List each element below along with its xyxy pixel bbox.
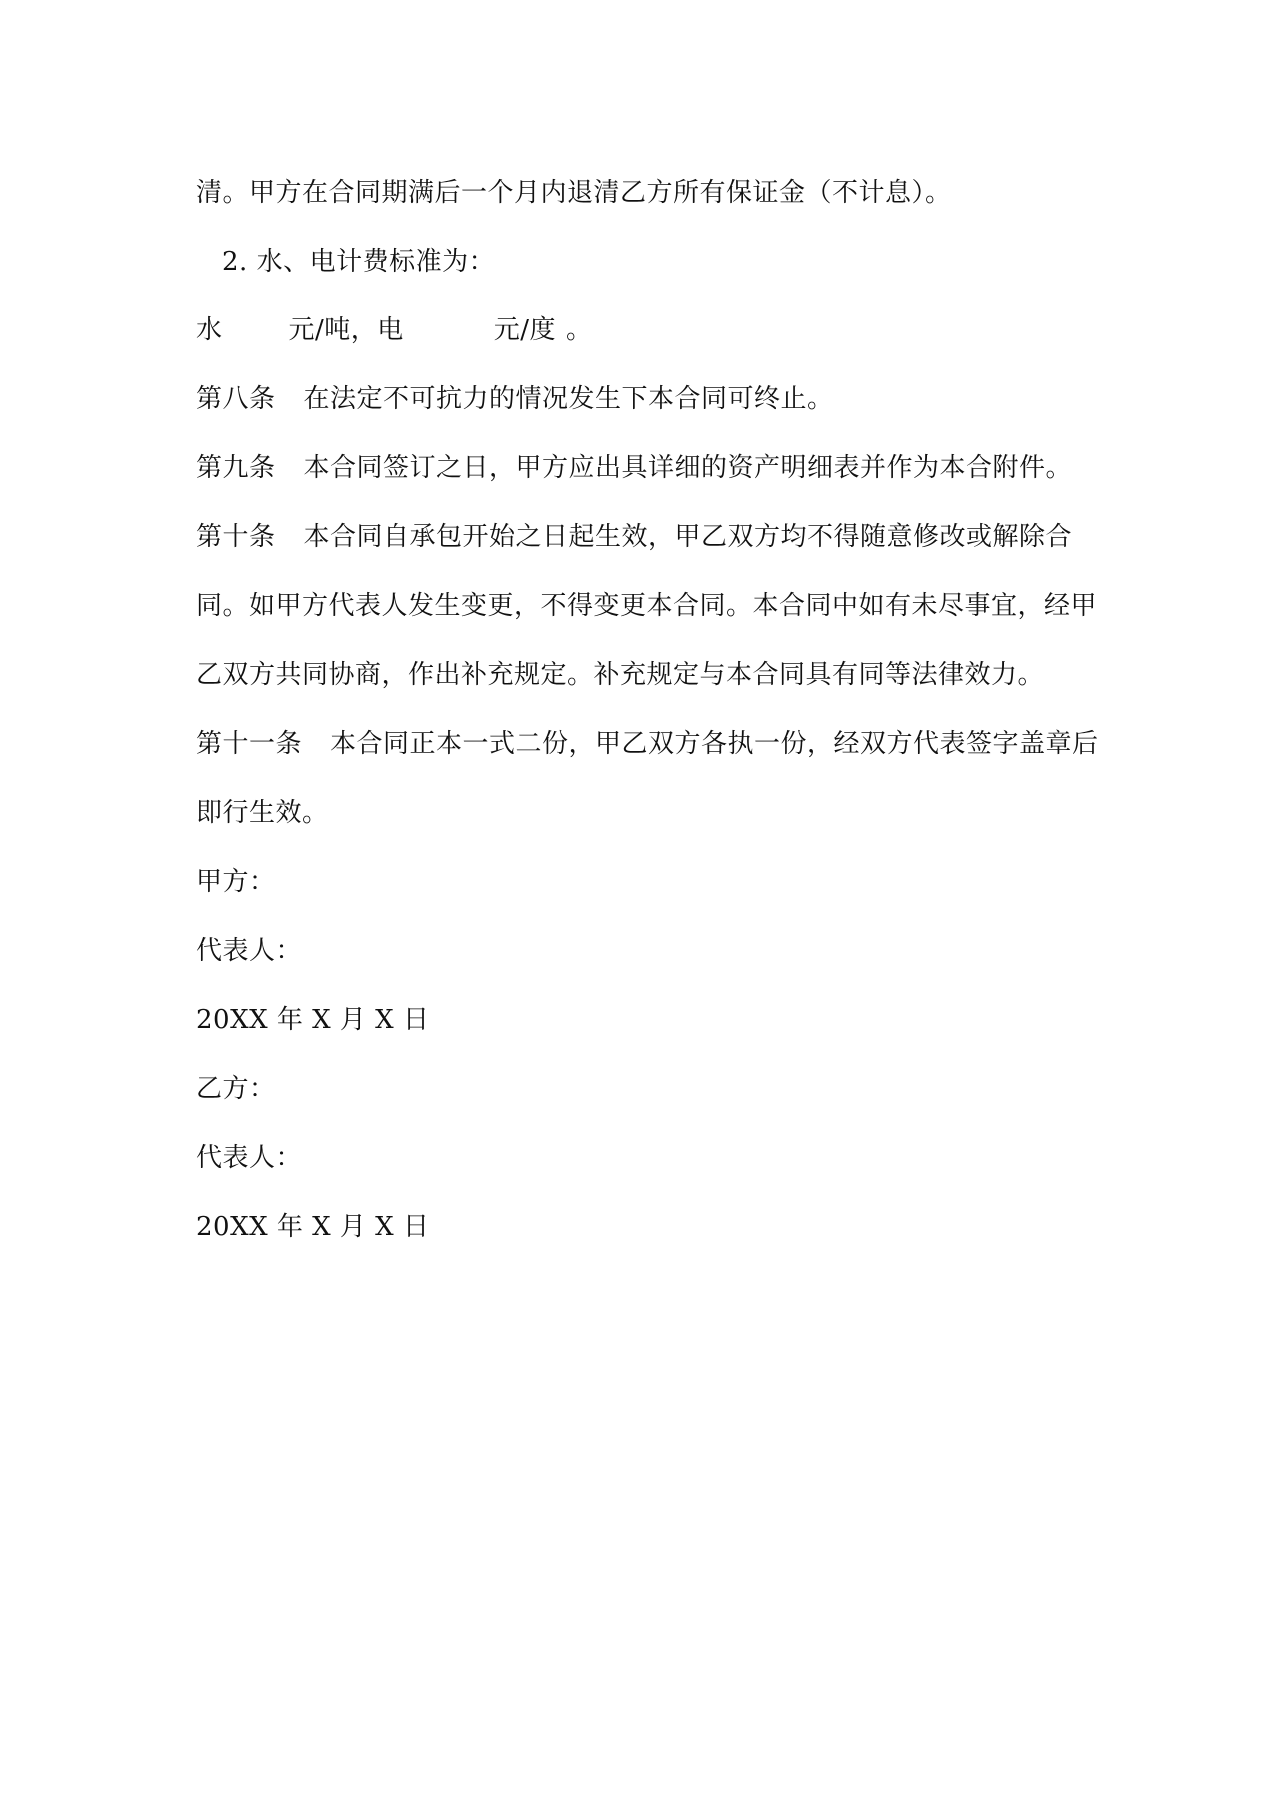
article-8-label: 第八条 — [196, 384, 276, 414]
party-a-date: 20XX 年 X 月 X 日 — [196, 1005, 430, 1035]
article-9-label: 第九条 — [196, 453, 276, 483]
party-b-label: 乙方： — [196, 1074, 276, 1104]
article-11-line-2: 即行生效。 — [196, 798, 329, 828]
article-10 — [196, 520, 1072, 554]
water-label: 水 — [196, 315, 223, 345]
party-a-label: 甲方： — [196, 867, 276, 897]
article-11 — [196, 727, 1099, 761]
article-9 — [196, 451, 1072, 485]
article-10-label: 第十条 — [196, 522, 276, 552]
water-unit: 元/吨，电 — [288, 315, 404, 345]
deposit-refund-text: 清。甲方在合同期满后一个月内退清乙方所有保证金（不计息）。 — [196, 178, 952, 208]
party-a-representative: 代表人： — [196, 936, 303, 966]
article-11-label: 第十一条 — [196, 729, 303, 759]
article-10-line-3: 乙双方共同协商，作出补充规定。补充规定与本合同具有同等法律效力。 — [196, 660, 1045, 690]
item-2-heading: 2. 水、电计费标准为： — [222, 247, 496, 277]
party-b-date: 20XX 年 X 月 X 日 — [196, 1212, 430, 1242]
article-10-line-1: 本合同自承包开始之日起生效，甲乙双方均不得随意修改或解除合 — [303, 522, 1073, 552]
article-10-line-2: 同。如甲方代表人发生变更，不得变更本合同。本合同中如有未尽事宜，经甲 — [196, 591, 1098, 621]
electricity-unit: 元/度 — [493, 315, 557, 345]
rates-end-mark: 。 — [566, 315, 593, 345]
article-9-text: 本合同签订之日，甲方应出具详细的资产明细表并作为本合附件。 — [303, 453, 1073, 483]
article-8 — [196, 382, 834, 416]
article-8-text: 在法定不可抗力的情况发生下本合同可终止。 — [303, 384, 834, 414]
utility-rates-line — [196, 313, 593, 347]
party-b-representative: 代表人： — [196, 1143, 303, 1173]
article-11-line-1: 本合同正本一式二份，甲乙双方各执一份，经双方代表签字盖章后 — [330, 729, 1099, 759]
